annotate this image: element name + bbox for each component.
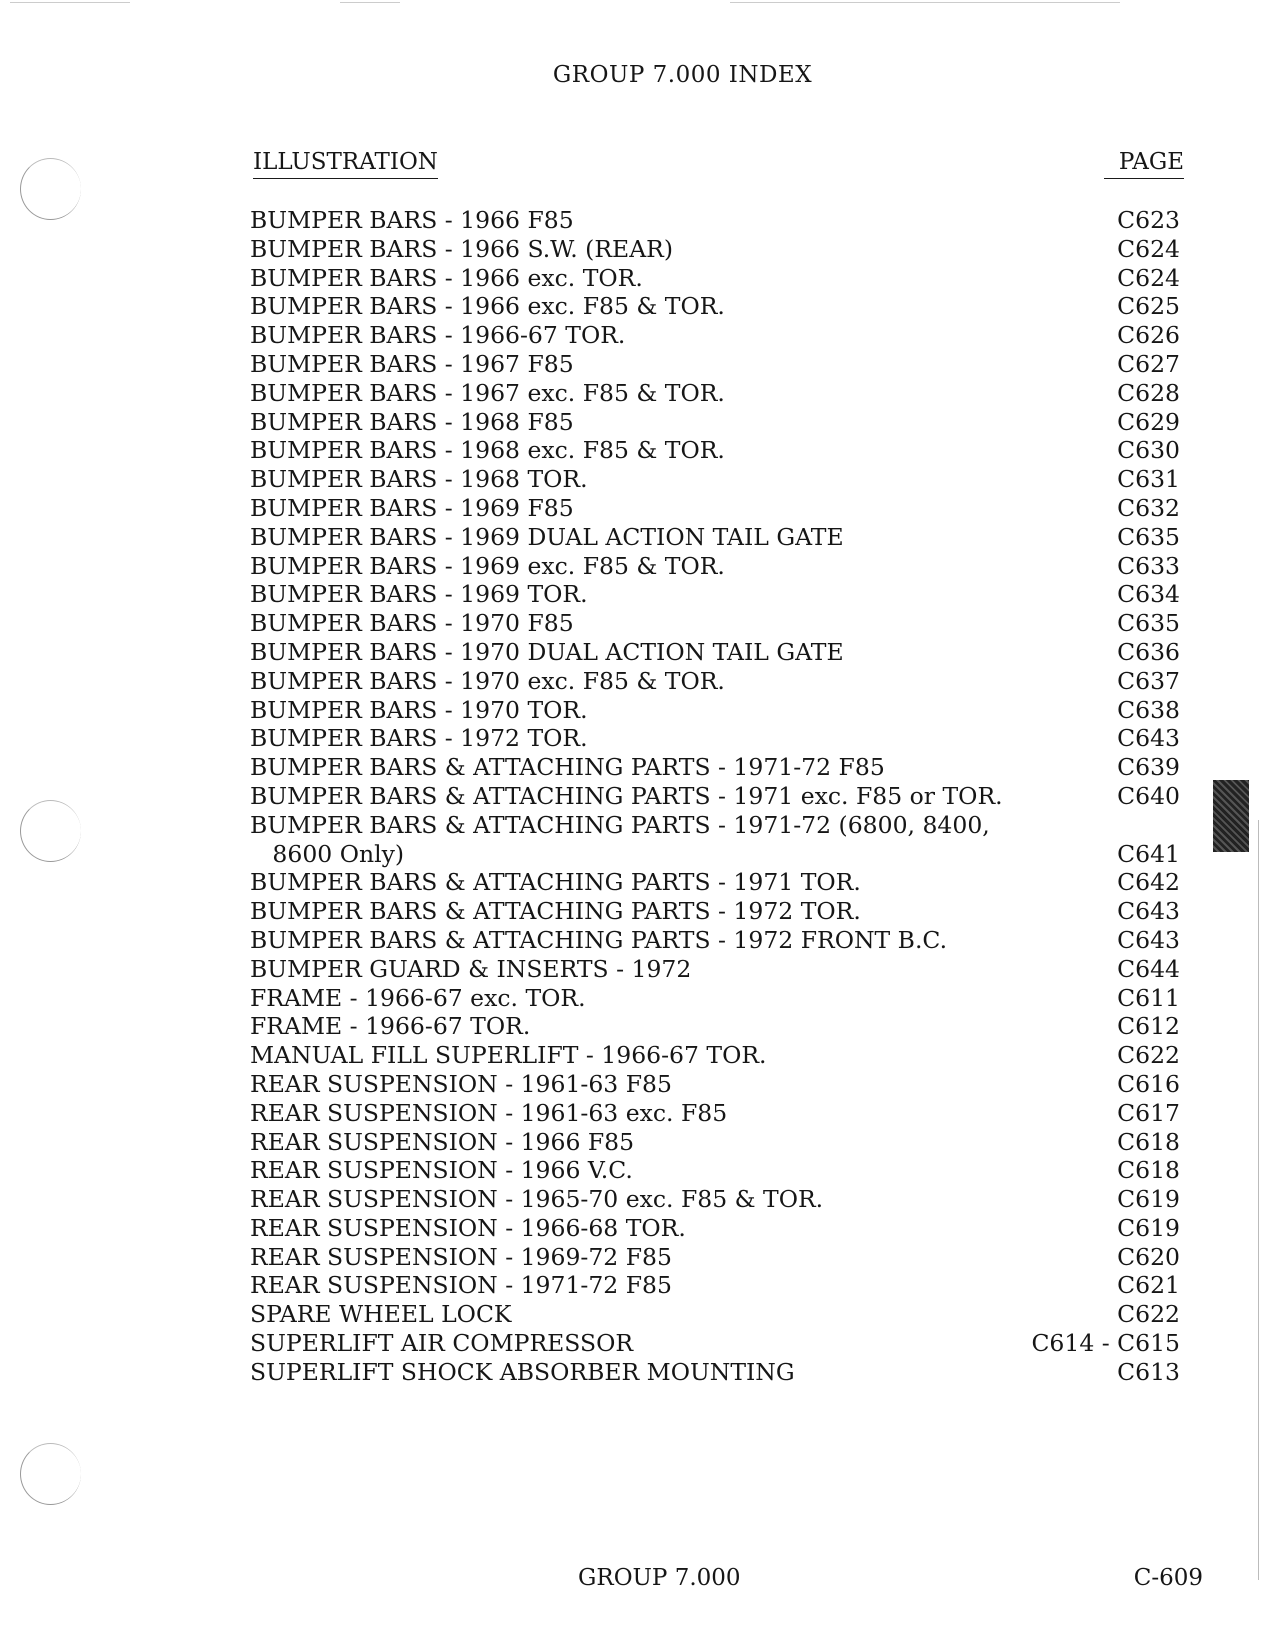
index-entry <box>250 897 1180 926</box>
index-entry-page: C637 <box>1117 666 1180 695</box>
index-entry-title: REAR SUSPENSION - 1966 F85 <box>250 1127 635 1156</box>
index-entry-page: C618 <box>1117 1127 1180 1156</box>
scan-edge-mark <box>10 2 130 3</box>
index-entry-page: C631 <box>1117 465 1180 494</box>
index-entry <box>250 724 1180 753</box>
index-entry-title: REAR SUSPENSION - 1961-63 F85 <box>250 1069 672 1098</box>
index-entry <box>250 667 1180 696</box>
index-entry-title: BUMPER BARS - 1969 exc. F85 & TOR. <box>250 551 725 580</box>
index-entry-title: BUMPER BARS - 1970 DUAL ACTION TAIL GATE <box>250 637 844 666</box>
index-entry-title: BUMPER BARS - 1969 TOR. <box>250 580 588 609</box>
index-entry <box>250 868 1180 897</box>
index-entry-page: C622 <box>1117 1041 1180 1070</box>
index-entry <box>250 580 1180 609</box>
index-entry-title: REAR SUSPENSION - 1969-72 F85 <box>250 1242 672 1271</box>
index-entry-title: BUMPER BARS & ATTACHING PARTS - 1971-72 F85 <box>250 753 885 782</box>
index-entry-title: REAR SUSPENSION - 1966-68 TOR. <box>250 1213 686 1242</box>
index-entry-title: MANUAL FILL SUPERLIFT - 1966-67 TOR. <box>250 1041 767 1070</box>
index-entry <box>250 1300 1180 1329</box>
index-entry <box>250 609 1180 638</box>
index-entry-title: BUMPER BARS - 1972 TOR. <box>250 724 588 753</box>
index-entry-title: BUMPER GUARD & INSERTS - 1972 <box>250 954 692 983</box>
binder-hole-mark <box>20 158 81 220</box>
index-entry-page: C634 <box>1117 580 1180 609</box>
index-entry-page: C621 <box>1117 1271 1180 1300</box>
index-entry <box>250 436 1180 465</box>
index-entry <box>250 494 1180 523</box>
index-entry <box>250 1243 1180 1272</box>
index-entry <box>250 638 1180 667</box>
index-entry-page: C625 <box>1117 292 1180 321</box>
binder-hole-mark <box>20 1443 81 1505</box>
index-entry-title: REAR SUSPENSION - 1966 V.C. <box>250 1156 633 1185</box>
index-entry <box>250 552 1180 581</box>
index-entry-page: C624 <box>1117 263 1180 292</box>
index-entry-page: C641 <box>1117 839 1180 868</box>
index-entry <box>250 984 1180 1013</box>
index-entry-title: SPARE WHEEL LOCK <box>250 1300 512 1329</box>
index-entry-page: C611 <box>1117 983 1180 1012</box>
index-entry-page: C627 <box>1117 349 1180 378</box>
index-entry-title: BUMPER BARS - 1966 exc. TOR. <box>250 263 643 292</box>
index-entry <box>250 782 1180 811</box>
index-entry-title: BUMPER BARS - 1968 F85 <box>250 407 574 436</box>
index-entry-title: BUMPER BARS - 1967 exc. F85 & TOR. <box>250 378 725 407</box>
index-entry-page: C616 <box>1117 1069 1180 1098</box>
index-entry <box>250 1156 1180 1185</box>
index-entry <box>250 523 1180 552</box>
index-entry-page: C618 <box>1117 1156 1180 1185</box>
index-entry-page: C614 - C615 <box>1031 1329 1180 1358</box>
index-entry <box>250 955 1180 984</box>
illustration-column-header: ILLUSTRATION <box>253 148 438 179</box>
index-entry <box>250 1070 1180 1099</box>
index-entry-page: C620 <box>1117 1242 1180 1271</box>
index-entry-title: SUPERLIFT SHOCK ABSORBER MOUNTING <box>250 1357 795 1386</box>
index-entry <box>250 811 1180 869</box>
index-entry <box>250 1012 1180 1041</box>
index-entry-page: C619 <box>1117 1185 1180 1214</box>
index-entry-title: BUMPER BARS - 1970 exc. F85 & TOR. <box>250 666 725 695</box>
index-entry-page: C643 <box>1117 897 1180 926</box>
index-entry-page: C639 <box>1117 753 1180 782</box>
index-list <box>250 206 1180 1387</box>
index-entry-page: C644 <box>1117 954 1180 983</box>
index-entry <box>250 1329 1180 1358</box>
scan-edge-mark <box>340 2 400 3</box>
index-entry-page: C613 <box>1117 1357 1180 1386</box>
footer-page-number: C-609 <box>1133 1565 1203 1591</box>
index-entry-title: REAR SUSPENSION - 1961-63 exc. F85 <box>250 1098 728 1127</box>
index-entry-title: BUMPER BARS - 1968 exc. F85 & TOR. <box>250 436 725 465</box>
index-entry <box>250 696 1180 725</box>
index-entry <box>250 350 1180 379</box>
index-entry-title: FRAME - 1966-67 exc. TOR. <box>250 983 586 1012</box>
scan-edge-mark <box>730 2 1120 3</box>
index-entry-title: REAR SUSPENSION - 1965-70 exc. F85 & TOR. <box>250 1185 824 1214</box>
index-entry <box>250 379 1180 408</box>
index-entry-title: BUMPER BARS & ATTACHING PARTS - 1971 exc. F85 or TOR. <box>250 781 1003 810</box>
index-entry <box>250 753 1180 782</box>
index-entry-page: C643 <box>1117 925 1180 954</box>
index-entry-page: C626 <box>1117 321 1180 350</box>
index-entry-title: BUMPER BARS - 1968 TOR. <box>250 465 588 494</box>
index-entry-title: BUMPER BARS & ATTACHING PARTS - 1971 TOR. <box>250 868 861 897</box>
index-entry-title: BUMPER BARS & ATTACHING PARTS - 1972 TOR. <box>250 897 861 926</box>
index-entry-title: BUMPER BARS - 1966 S.W. (REAR) <box>250 234 674 263</box>
index-entry-title: FRAME - 1966-67 TOR. <box>250 1012 531 1041</box>
index-entry-title: BUMPER BARS - 1969 F85 <box>250 493 574 522</box>
index-entry-title: BUMPER BARS - 1966-67 TOR. <box>250 321 626 350</box>
index-entry <box>250 292 1180 321</box>
index-entry <box>250 1358 1180 1387</box>
index-entry-title: BUMPER BARS - 1970 F85 <box>250 609 574 638</box>
index-entry-title: BUMPER BARS & ATTACHING PARTS - 1972 FRONT B.C. <box>250 925 948 954</box>
index-entry-title: BUMPER BARS - 1969 DUAL ACTION TAIL GATE <box>250 522 844 551</box>
index-entry-page: C619 <box>1117 1213 1180 1242</box>
index-entry-title: REAR SUSPENSION - 1971-72 F85 <box>250 1271 672 1300</box>
index-entry-page: C623 <box>1117 206 1180 234</box>
index-entry-title: BUMPER BARS - 1966 exc. F85 & TOR. <box>250 292 725 321</box>
index-entry-page: C628 <box>1117 378 1180 407</box>
index-entry-page: C635 <box>1117 609 1180 638</box>
index-entry-page: C638 <box>1117 695 1180 724</box>
index-entry-page: C630 <box>1117 436 1180 465</box>
page-edge-line <box>1258 820 1259 1580</box>
index-entry <box>250 1128 1180 1157</box>
index-entry-title: BUMPER BARS & ATTACHING PARTS - 1971-72 (6800, 8400, 8600 Only) <box>250 810 990 868</box>
index-entry-title: BUMPER BARS - 1967 F85 <box>250 349 574 378</box>
index-entry-page: C633 <box>1117 551 1180 580</box>
index-entry-page: C635 <box>1117 522 1180 551</box>
footer-group-label: GROUP 7.000 <box>578 1565 741 1591</box>
section-tab-marker <box>1213 780 1249 852</box>
index-entry <box>250 206 1180 235</box>
index-entry-page: C640 <box>1117 781 1180 810</box>
index-entry-title: SUPERLIFT AIR COMPRESSOR <box>250 1329 634 1358</box>
index-entry-page: C624 <box>1117 234 1180 263</box>
index-entry-title: BUMPER BARS - 1970 TOR. <box>250 695 588 724</box>
index-entry-page: C643 <box>1117 724 1180 753</box>
index-entry-page: C642 <box>1117 868 1180 897</box>
index-entry-page: C617 <box>1117 1098 1180 1127</box>
index-entry-page: C612 <box>1117 1012 1180 1041</box>
index-entry <box>250 1099 1180 1128</box>
index-entry <box>250 1214 1180 1243</box>
index-entry <box>250 1185 1180 1214</box>
index-entry <box>250 1271 1180 1300</box>
index-entry-title: BUMPER BARS - 1966 F85 <box>250 206 574 234</box>
index-entry-page: C632 <box>1117 493 1180 522</box>
page-title: GROUP 7.000 INDEX <box>552 62 813 88</box>
index-entry <box>250 408 1180 437</box>
index-entry <box>250 235 1180 264</box>
index-entry-page: C622 <box>1117 1300 1180 1329</box>
index-entry-page: C629 <box>1117 407 1180 436</box>
index-entry <box>250 264 1180 293</box>
index-entry <box>250 1041 1180 1070</box>
index-entry <box>250 321 1180 350</box>
binder-hole-mark <box>20 800 81 862</box>
page-column-header: PAGE <box>1104 148 1184 179</box>
index-entry <box>250 926 1180 955</box>
index-entry <box>250 465 1180 494</box>
index-entry-page: C636 <box>1117 637 1180 666</box>
